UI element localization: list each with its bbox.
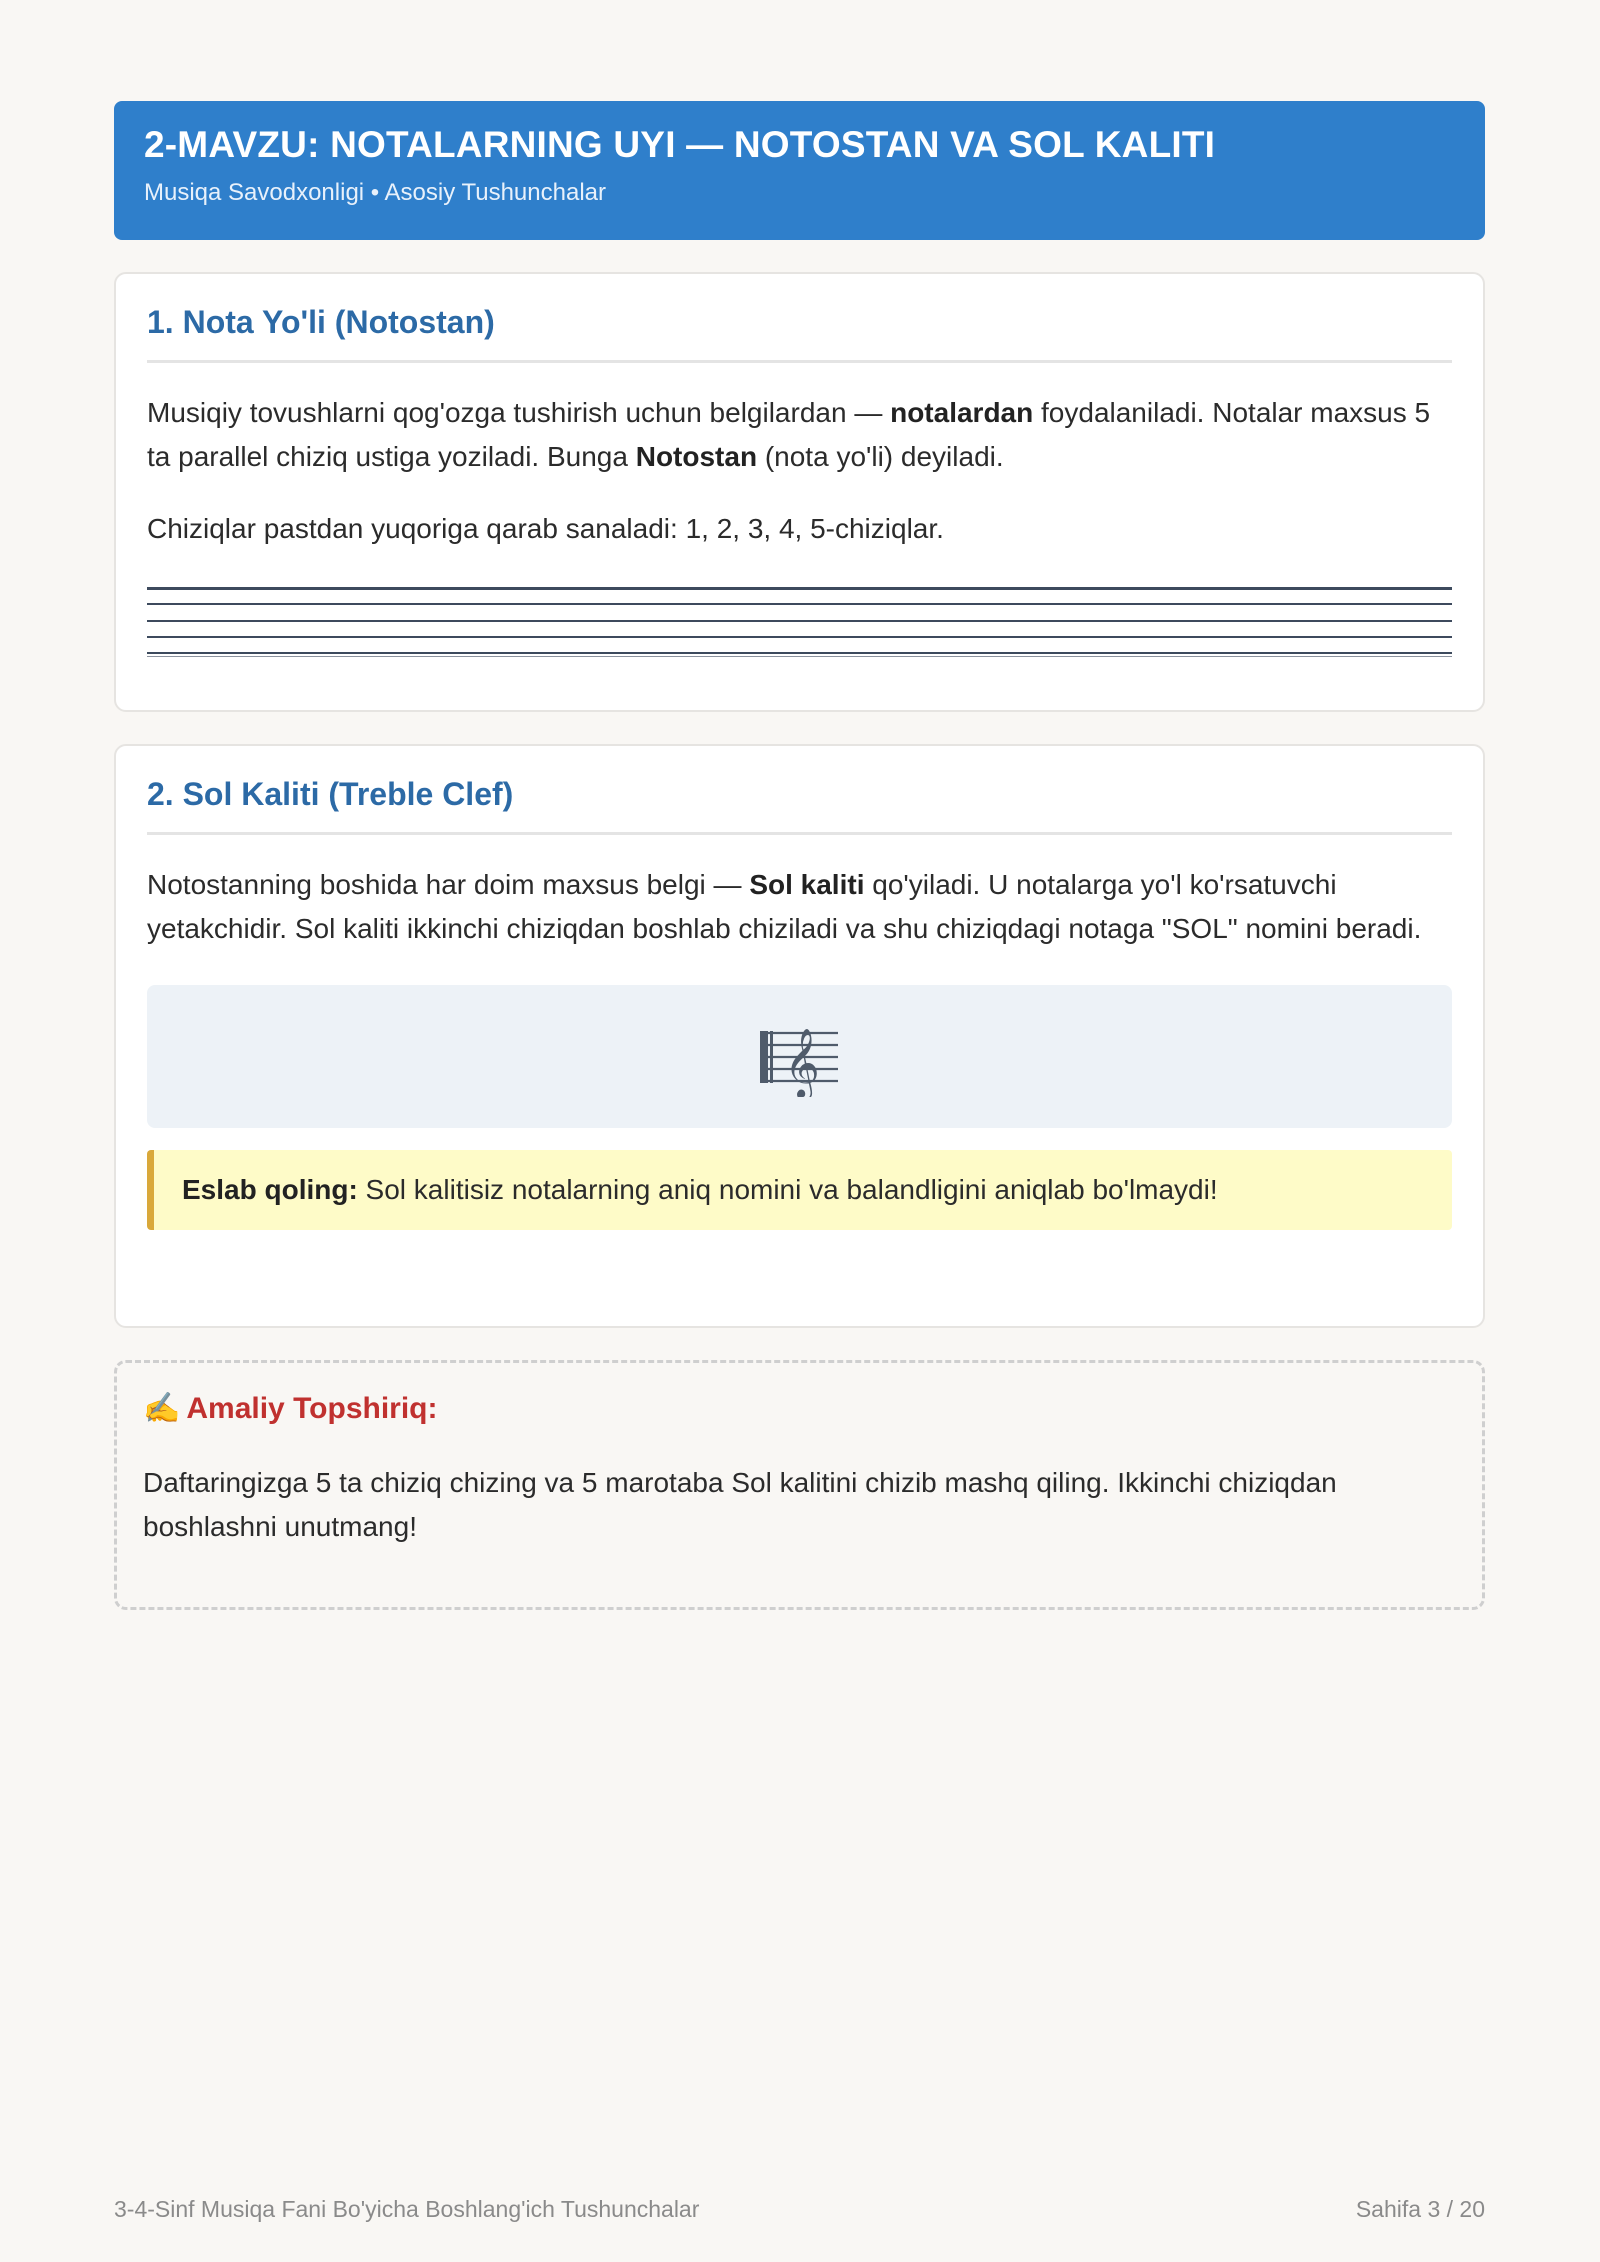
page-title: 2-MAVZU: NOTALARNING UYI — NOTOSTAN VA SOL KALITI [144,124,1216,165]
svg-text:𝄞: 𝄞 [783,1027,820,1097]
section-notostan-paragraph-2: Chiziqlar pastdan yuqoriga qarab sanaladi: 1, 2, 3, 4, 5-chiziqlar. [147,513,944,544]
reminder-box [147,1150,1452,1230]
music-staff [147,587,1452,659]
text-segment: Notostanning boshida har doim maxsus belgi — [147,869,750,900]
text-segment: (nota yo'li) deyiladi. [757,441,1004,472]
footer-book-title: 3-4-Sinf Musiqa Fani Bo'yicha Boshlang'ich Tushunchalar [114,2196,700,2222]
clef-illustration-box [147,985,1452,1128]
page-subtitle: Musiqa Savodxonligi • Asosiy Tushunchalar [144,179,606,206]
reminder-text: Sol kalitisiz notalarning aniq nomini va balandligini aniqlab bo'lmaydi! [357,1174,1218,1205]
staff-line-5 [147,587,1452,590]
page-content [114,101,1485,1610]
practical-task-box [114,1360,1485,1610]
topic-header [114,101,1485,240]
staff-line-1-shadow [147,656,1452,657]
task-title [143,1389,1454,1429]
text-segment: foydalaniladi. Notalar maxsus 5 ta parallel chiziq ustiga yoziladi. Bunga [147,397,1431,472]
staff-line-1 [147,652,1452,654]
staff-line-4 [147,603,1452,605]
text-segment: qo'yiladi. U notalarga yo'l ko'rsatuvchi yetakchidir. Sol kaliti ikkinchi chiziqdan boshlab chiziladi va shu chiziqdagi notaga "SOL" nomini beradi. [147,869,1422,944]
task-title-text: Amaliy Topshiriq: [186,1392,438,1425]
section-title-notostan: 1. Nota Yo'li (Notostan) [147,302,1452,363]
section-sol-kaliti-paragraph [147,863,1452,951]
footer-page-number: Sahifa 3 / 20 [1355,2196,1485,2222]
treble-clef-icon [758,1017,842,1097]
section-title-sol-kaliti: 2. Sol Kaliti (Treble Clef) [147,774,1452,835]
staff-line-2 [147,636,1452,638]
bold-term-sol-kaliti: Sol kaliti [749,869,865,900]
bold-term-notalardan: notalardan [890,397,1034,428]
section-notostan-paragraph-1 [147,391,1452,479]
reminder-label: Eslab qoling: [182,1174,358,1205]
section-sol-kaliti [114,744,1485,1328]
task-text: Daftaringizga 5 ta chiziq chizing va 5 marotaba Sol kalitini chizib mashq qiling. Ikkinchi chiziqdan boshlashni unutmang! [143,1467,1337,1542]
page-footer [114,2196,1485,2223]
writing-hand-icon: ✍️ [143,1392,181,1425]
text-segment: Musiqiy tovushlarni qog'ozga tushirish uchun belgilardan — [147,397,891,428]
bold-term-notostan: Notostan [635,441,758,472]
section-notostan [114,272,1485,712]
staff-line-3 [147,620,1452,622]
